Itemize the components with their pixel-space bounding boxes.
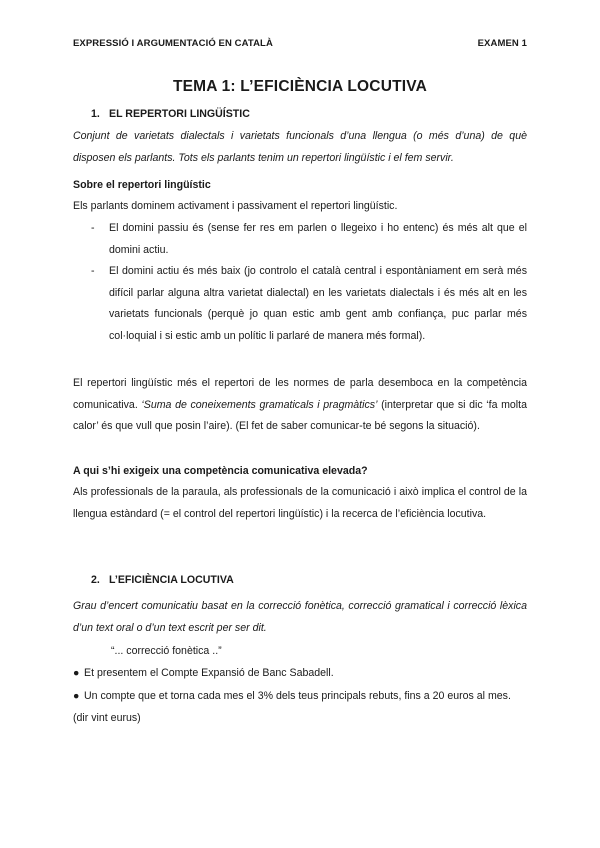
competence-definition-italic: ‘Suma de coneixements gramaticals i pragmàtics’ <box>141 398 378 411</box>
section-1-number: 1. <box>91 108 100 120</box>
section-1-heading <box>91 104 527 126</box>
question-heading: A qui s’hi exigeix una competència comunicativa elevada? <box>73 465 368 477</box>
bullet-dot: ● <box>73 667 80 679</box>
bullet-item <box>73 663 527 685</box>
list-dash: - <box>91 222 95 234</box>
list-item <box>91 218 527 261</box>
example-quote: “... correcció fonètica ..” <box>111 645 222 657</box>
bullet-item <box>73 686 527 729</box>
subheading-repertori: Sobre el repertori lingüístic <box>73 179 211 191</box>
list-item <box>91 261 527 347</box>
section-2-title: L’EFICIÈNCIA LOCUTIVA <box>109 574 234 586</box>
answer-paragraph: Als professionals de la paraula, als professionals de la comunicació i això implica el control de la llengua estàndard (= el control del repertori lingüístic) i la recerca de l’eficiència locutiva. <box>73 486 527 520</box>
section-2-definition: Grau d’encert comunicatiu basat en la correcció fonètica, correcció gramatical i correcció lèxica d’un text oral o d’un text escrit per ser dit. <box>73 600 527 634</box>
bullet-text: Un compte que et torna cada mes el 3% dels teus principals rebuts, fins a 20 euros al mes. (dir vint eurus) <box>73 690 511 724</box>
section-2-number: 2. <box>91 574 100 586</box>
section-1-title: EL REPERTORI LINGÜÍSTIC <box>109 108 250 120</box>
header-exam-label: EXAMEN 1 <box>477 38 527 49</box>
bullet-text: Et presentem el Compte Expansió de Banc Sabadell. <box>84 667 334 679</box>
list-dash: - <box>91 265 95 277</box>
competence-text-1: El repertori lingüístic més el repertori de les normes de parla desemboca en la competència comunicativa. <box>73 377 527 411</box>
section-1-definition: Conjunt de varietats dialectals i varietats funcionals d’una llengua (o més d’una) de què disposen els parlants. Tots els parlants tenim un repertori lingüístic i el fem servir. <box>73 130 527 164</box>
list-item-text: El domini passiu és (sense fer res em parlen o llegeixo i ho entenc) és més alt que el domini actiu. <box>109 222 527 256</box>
header-course-title: EXPRESSIÓ I ARGUMENTACIÓ EN CATALÀ <box>73 38 273 49</box>
page-title: TEMA 1: L’EFICIÈNCIA LOCUTIVA <box>172 78 428 95</box>
list-item-text: El domini actiu és més baix (jo controlo el català central i espontàniament em serà més difícil parlar alguna altra varietat dialectal) en les varietats dialectals i és més alt en les varietats funcionals (perquè jo quan estic amb gent amb confiança, puc parlar més col·loquial i si estic amb un polític li parlaré de manera més formal). <box>109 265 527 342</box>
competence-text-2: (interpretar que si dic ‘fa molta calor’ és que vull que posin l’aire). (El fet de saber comunicar-te bé segons la situació). <box>73 398 527 432</box>
intro-paragraph: Els parlants dominem activament i passivament el repertori lingüístic. <box>73 200 398 212</box>
competence-paragraph <box>73 373 527 438</box>
section-2-heading <box>91 570 527 592</box>
bullet-dot: ● <box>73 690 80 702</box>
